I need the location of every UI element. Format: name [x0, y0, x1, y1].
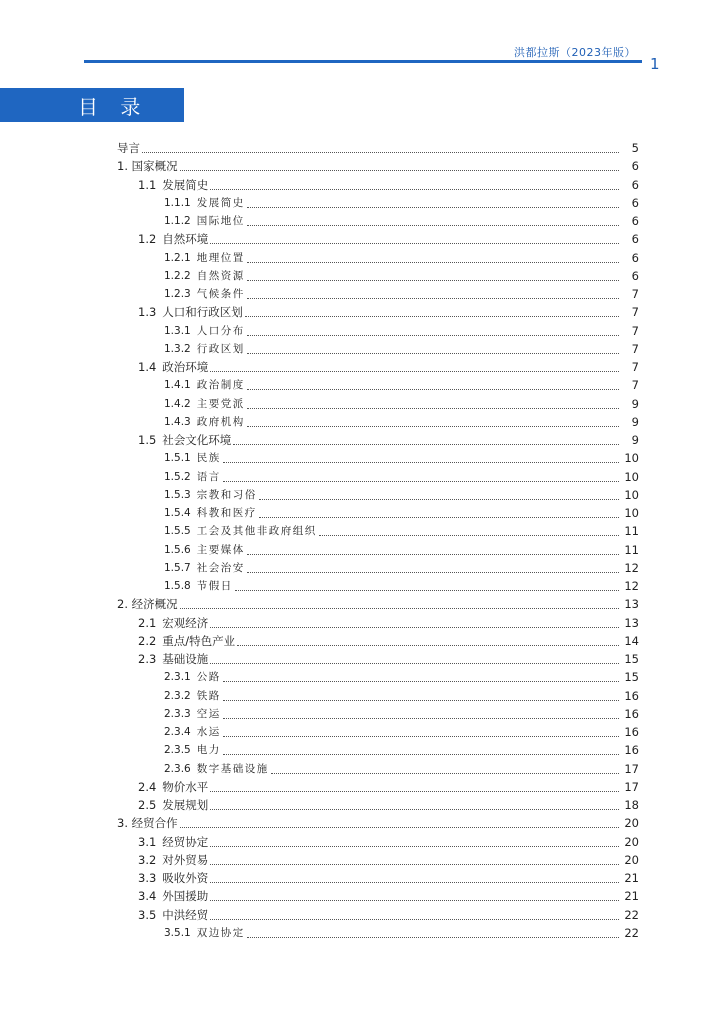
toc-entry-page: 6 — [631, 177, 639, 192]
toc-entry-page: 16 — [624, 706, 639, 721]
toc-entry-label — [138, 851, 210, 869]
toc-entry-label — [164, 760, 271, 778]
toc-entry-text: 发展简史 — [162, 177, 209, 192]
toc-entry[interactable] — [0, 778, 639, 796]
dot-leader — [210, 662, 619, 664]
toc-entry[interactable] — [0, 486, 639, 504]
toc-entry-label — [164, 559, 247, 577]
toc-entry[interactable] — [0, 358, 639, 376]
toc-entry[interactable] — [0, 176, 639, 194]
toc-entry-page: 21 — [624, 871, 639, 886]
page-number: 1 — [650, 55, 660, 73]
toc-entry[interactable] — [0, 322, 639, 340]
toc-entry-label — [138, 614, 210, 632]
toc-entry-number: 2.4 — [138, 779, 157, 794]
toc-entry-number: 3. — [117, 816, 128, 831]
toc-entry-number: 3.1 — [138, 834, 157, 849]
toc-entry[interactable] — [0, 833, 639, 851]
dot-leader — [223, 680, 619, 682]
toc-entry-page: 7 — [631, 287, 639, 302]
toc-entry[interactable] — [0, 796, 639, 814]
toc-entry-label — [164, 285, 247, 303]
toc-entry-number: 1.4.3 — [164, 415, 191, 428]
toc-entry-page: 20 — [624, 816, 639, 831]
toc-entry-label — [164, 504, 259, 522]
toc-entry-page: 13 — [624, 615, 639, 630]
toc-entry-number: 2.3.1 — [164, 671, 191, 684]
toc-entry-page: 15 — [624, 670, 639, 685]
dot-leader — [223, 699, 619, 701]
toc-entry[interactable] — [0, 267, 639, 285]
toc-entry[interactable] — [0, 687, 639, 705]
toc-entry-number: 2.3.5 — [164, 744, 191, 757]
toc-entry-label — [164, 413, 247, 431]
toc-entry-page: 20 — [624, 852, 639, 867]
dot-leader — [247, 936, 619, 938]
toc-entry-page: 7 — [631, 323, 639, 338]
toc-entry-label — [117, 139, 142, 157]
toc-entry-page: 6 — [631, 159, 639, 174]
toc-banner — [0, 88, 184, 122]
toc-entry[interactable] — [0, 249, 639, 267]
toc-entry-text: 物价水平 — [162, 779, 209, 794]
dot-leader — [210, 188, 619, 190]
toc-entry-label — [164, 522, 319, 540]
toc-entry-page: 6 — [631, 268, 639, 283]
toc-entry-text: 经贸合作 — [131, 816, 178, 831]
toc-entry-text: 公路 — [196, 671, 221, 684]
toc-entry[interactable] — [0, 395, 639, 413]
toc-entry-page: 6 — [631, 232, 639, 247]
toc-entry-page: 7 — [631, 341, 639, 356]
dot-leader — [237, 644, 619, 646]
toc-entry-text: 自然资源 — [196, 269, 245, 282]
toc-entry-text: 行政区划 — [196, 342, 245, 355]
toc-entry-number: 1.5.5 — [164, 525, 191, 538]
toc-entry-text: 经济概况 — [131, 597, 178, 612]
dot-leader — [247, 261, 619, 263]
dot-leader — [180, 607, 619, 609]
dot-leader — [210, 370, 619, 372]
toc-entry-label — [138, 431, 233, 449]
toc-entry-text: 社会文化环境 — [162, 433, 232, 448]
toc-entry[interactable] — [0, 705, 639, 723]
dot-leader — [271, 772, 619, 774]
dot-leader — [247, 334, 619, 336]
toc-entry-text: 社会治安 — [196, 561, 245, 574]
toc-entry-page: 9 — [631, 414, 639, 429]
toc-entry-text: 铁路 — [196, 689, 221, 702]
toc-entry-number: 1.2.3 — [164, 288, 191, 301]
toc-entry-text: 宗教和习俗 — [196, 488, 257, 501]
toc-entry[interactable] — [0, 504, 639, 522]
toc-entry-number: 1.5.8 — [164, 580, 191, 593]
toc-entry-label — [164, 924, 247, 942]
toc-entry-page: 17 — [624, 761, 639, 776]
toc-entry-label — [138, 778, 210, 796]
toc-entry-number: 2.1 — [138, 615, 157, 630]
toc-entry-number: 1.5.6 — [164, 543, 191, 556]
toc-entry-label — [138, 303, 245, 321]
toc-entry-label — [138, 176, 210, 194]
toc-entry[interactable] — [0, 468, 639, 486]
toc-entry-page: 5 — [631, 141, 639, 156]
toc-entry-label — [138, 632, 237, 650]
toc-entry-label — [138, 650, 210, 668]
dot-leader — [247, 388, 619, 390]
dot-leader — [247, 571, 619, 573]
toc-entry-label — [164, 322, 247, 340]
toc-entry-label — [164, 468, 223, 486]
toc-entry-label — [117, 814, 180, 832]
toc-entry-number: 1. — [117, 159, 128, 174]
toc-entry-text: 政治环境 — [162, 360, 209, 375]
dot-leader — [247, 425, 619, 427]
dot-leader — [247, 407, 619, 409]
toc-entry-label — [164, 577, 235, 595]
running-header-title: 洪都拉斯（2023年版） — [514, 46, 636, 59]
toc-entry[interactable] — [0, 595, 639, 613]
dot-leader — [259, 516, 619, 518]
dot-leader — [210, 918, 619, 920]
toc-entry-text: 中洪经贸 — [162, 907, 209, 922]
toc-entry-label — [164, 486, 259, 504]
toc-entry-number: 1.5 — [138, 433, 157, 448]
dot-leader — [223, 480, 619, 482]
toc-entry-text: 主要党派 — [196, 397, 245, 410]
dot-leader — [180, 826, 619, 828]
dot-leader — [180, 169, 619, 171]
toc-entry-label — [164, 449, 223, 467]
toc-entry-text: 发展规划 — [162, 798, 209, 813]
toc-entry-number: 1.5.2 — [164, 470, 191, 483]
dot-leader — [245, 315, 619, 317]
toc-entry[interactable] — [0, 632, 639, 650]
toc-entry-number: 1.5.7 — [164, 561, 191, 574]
toc-entry-label — [164, 249, 247, 267]
toc-entry-label — [138, 833, 210, 851]
toc-entry-page: 14 — [624, 633, 639, 648]
toc-entry-page: 7 — [631, 378, 639, 393]
toc-entry[interactable] — [0, 851, 639, 869]
toc-entry-page: 11 — [624, 524, 639, 539]
toc-entry-label — [164, 194, 247, 212]
toc-entry[interactable] — [0, 376, 639, 394]
dot-leader — [210, 881, 619, 883]
toc-entry-page: 6 — [631, 214, 639, 229]
toc-entry[interactable] — [0, 449, 639, 467]
toc-entry-page: 7 — [631, 305, 639, 320]
dot-leader — [223, 735, 619, 737]
toc-entry-page: 10 — [624, 451, 639, 466]
toc-entry-text: 主要媒体 — [196, 543, 245, 556]
toc-entry-number: 2.2 — [138, 633, 157, 648]
toc-entry-number: 1.5.1 — [164, 452, 191, 465]
toc-entry-text: 经贸协定 — [162, 834, 209, 849]
toc-entry-text: 工会及其他非政府组织 — [196, 525, 317, 538]
dot-leader — [210, 863, 619, 865]
toc-entry-number: 1.2 — [138, 232, 157, 247]
toc-entry-number: 2.3.2 — [164, 689, 191, 702]
toc-entry-page: 7 — [631, 360, 639, 375]
toc-entry-text: 基础设施 — [162, 652, 209, 667]
toc-entry[interactable] — [0, 650, 639, 668]
toc-entry-text: 重点/特色产业 — [162, 633, 236, 648]
toc-entry-number: 1.3 — [138, 305, 157, 320]
toc-entry[interactable] — [0, 559, 639, 577]
toc-entry[interactable] — [0, 869, 639, 887]
toc-entry-text: 语言 — [196, 470, 221, 483]
toc-entry[interactable] — [0, 814, 639, 832]
toc-entry-text: 外国援助 — [162, 889, 209, 904]
toc-entry-page: 10 — [624, 469, 639, 484]
toc-entry[interactable] — [0, 522, 639, 540]
toc-entry[interactable] — [0, 157, 639, 175]
toc-entry-text: 自然环境 — [162, 232, 209, 247]
toc-entry[interactable] — [0, 924, 639, 942]
toc-entry[interactable] — [0, 139, 639, 157]
toc-entry-number: 1.3.1 — [164, 324, 191, 337]
toc-entry-label — [164, 376, 247, 394]
toc-entry-text: 吸收外资 — [162, 871, 209, 886]
toc-entry-number: 3.2 — [138, 852, 157, 867]
toc-entry-page: 21 — [624, 889, 639, 904]
toc-entry-page: 6 — [631, 195, 639, 210]
dot-leader — [235, 589, 619, 591]
toc-entry[interactable] — [0, 303, 639, 321]
toc-entry-number: 1.4.2 — [164, 397, 191, 410]
dot-leader — [247, 206, 619, 208]
toc-entry-page: 9 — [631, 433, 639, 448]
toc-entry[interactable] — [0, 906, 639, 924]
toc-entry-number: 2. — [117, 597, 128, 612]
toc-entry[interactable] — [0, 194, 639, 212]
toc-entry-number: 1.2.2 — [164, 269, 191, 282]
table-of-contents — [0, 139, 724, 942]
toc-entry-label — [117, 157, 180, 175]
dot-leader — [223, 717, 619, 719]
toc-entry-text: 科教和医疗 — [196, 507, 257, 520]
toc-entry-label — [138, 796, 210, 814]
toc-entry-number: 1.1.2 — [164, 215, 191, 228]
toc-entry-label — [164, 395, 247, 413]
toc-entry-number: 1.4.1 — [164, 379, 191, 392]
toc-entry-number: 2.3.4 — [164, 726, 191, 739]
toc-entry-text: 双边协定 — [196, 926, 245, 939]
dot-leader — [247, 352, 619, 354]
header-rule — [84, 60, 642, 63]
toc-entry-text: 数字基础设施 — [196, 762, 269, 775]
dot-leader — [259, 498, 619, 500]
toc-entry[interactable] — [0, 723, 639, 741]
dot-leader — [319, 534, 619, 536]
toc-entry-label — [138, 906, 210, 924]
toc-entry-page: 10 — [624, 506, 639, 521]
dot-leader — [210, 242, 619, 244]
toc-entry-label — [164, 723, 223, 741]
toc-entry-label — [164, 687, 223, 705]
toc-entry-label — [164, 212, 247, 230]
toc-entry-text: 国际地位 — [196, 215, 245, 228]
toc-entry-number: 1.1.1 — [164, 196, 191, 209]
toc-entry-page: 17 — [624, 779, 639, 794]
toc-entry[interactable] — [0, 541, 639, 559]
toc-entry-number: 1.5.3 — [164, 488, 191, 501]
toc-entry-page: 13 — [624, 597, 639, 612]
toc-entry-page: 15 — [624, 652, 639, 667]
toc-entry-number: 1.5.4 — [164, 507, 191, 520]
toc-entry-text: 导言 — [117, 141, 140, 156]
toc-entry-text: 地理位置 — [196, 251, 245, 264]
toc-entry-number: 3.5.1 — [164, 926, 191, 939]
dot-leader — [247, 553, 619, 555]
toc-entry-text: 电力 — [196, 744, 221, 757]
toc-entry-text: 政治制度 — [196, 379, 245, 392]
toc-entry-page: 10 — [624, 487, 639, 502]
toc-entry-page: 12 — [624, 560, 639, 575]
toc-entry[interactable] — [0, 668, 639, 686]
toc-entry[interactable] — [0, 340, 639, 358]
toc-entry-label — [164, 267, 247, 285]
dot-leader — [223, 461, 619, 463]
toc-entry-text: 发展简史 — [196, 196, 245, 209]
toc-entry[interactable] — [0, 614, 639, 632]
toc-entry-number: 2.3 — [138, 652, 157, 667]
dot-leader — [247, 297, 619, 299]
toc-entry-number: 3.5 — [138, 907, 157, 922]
toc-entry-label — [117, 595, 180, 613]
toc-entry-number: 1.2.1 — [164, 251, 191, 264]
toc-entry-text: 对外贸易 — [162, 852, 209, 867]
toc-entry[interactable] — [0, 760, 639, 778]
toc-entry-text: 政府机构 — [196, 415, 245, 428]
toc-entry-page: 20 — [624, 834, 639, 849]
toc-entry-label — [138, 358, 210, 376]
toc-entry-text: 宏观经济 — [162, 615, 209, 630]
dot-leader — [210, 899, 619, 901]
toc-entry-page: 9 — [631, 396, 639, 411]
toc-entry-number: 2.5 — [138, 798, 157, 813]
toc-entry-number: 3.4 — [138, 889, 157, 904]
toc-entry-number: 1.4 — [138, 360, 157, 375]
toc-entry-label — [164, 705, 223, 723]
toc-entry-label — [164, 541, 247, 559]
dot-leader — [247, 224, 619, 226]
toc-entry-label — [164, 340, 247, 358]
toc-entry-number: 2.3.6 — [164, 762, 191, 775]
toc-entry-label — [138, 869, 210, 887]
toc-entry-text: 国家概况 — [131, 159, 178, 174]
dot-leader — [223, 753, 619, 755]
toc-entry-label — [164, 668, 223, 686]
toc-entry[interactable] — [0, 577, 639, 595]
dot-leader — [210, 845, 619, 847]
toc-entry-page: 16 — [624, 688, 639, 703]
toc-entry-page: 6 — [631, 250, 639, 265]
toc-entry-page: 16 — [624, 725, 639, 740]
toc-heading: 目 录 — [78, 95, 149, 119]
toc-entry-label — [138, 230, 210, 248]
dot-leader — [210, 626, 619, 628]
toc-entry[interactable] — [0, 431, 639, 449]
toc-entry[interactable] — [0, 887, 639, 905]
dot-leader — [210, 790, 619, 792]
toc-entry[interactable] — [0, 230, 639, 248]
toc-entry-page: 16 — [624, 743, 639, 758]
toc-entry-text: 节假日 — [196, 580, 233, 593]
toc-entry-text: 水运 — [196, 726, 221, 739]
toc-entry-number: 1.3.2 — [164, 342, 191, 355]
toc-entry-page: 22 — [624, 925, 639, 940]
toc-entry-text: 气候条件 — [196, 288, 245, 301]
toc-entry-number: 3.3 — [138, 871, 157, 886]
toc-entry-label — [164, 741, 223, 759]
toc-entry[interactable] — [0, 212, 639, 230]
toc-entry-text: 民族 — [196, 452, 221, 465]
toc-entry-page: 22 — [624, 907, 639, 922]
dot-leader — [210, 808, 619, 810]
toc-entry[interactable] — [0, 285, 639, 303]
toc-entry-number: 2.3.3 — [164, 707, 191, 720]
toc-entry-page: 18 — [624, 798, 639, 813]
toc-entry-text: 空运 — [196, 707, 221, 720]
toc-entry[interactable] — [0, 741, 639, 759]
toc-entry-label — [138, 887, 210, 905]
toc-entry[interactable] — [0, 413, 639, 431]
dot-leader — [247, 279, 619, 281]
dot-leader — [233, 443, 619, 445]
dot-leader — [142, 151, 619, 153]
toc-entry-page: 12 — [624, 579, 639, 594]
toc-entry-text: 人口分布 — [196, 324, 245, 337]
toc-entry-text: 人口和行政区划 — [162, 305, 243, 320]
toc-entry-page: 11 — [624, 542, 639, 557]
toc-entry-number: 1.1 — [138, 177, 157, 192]
